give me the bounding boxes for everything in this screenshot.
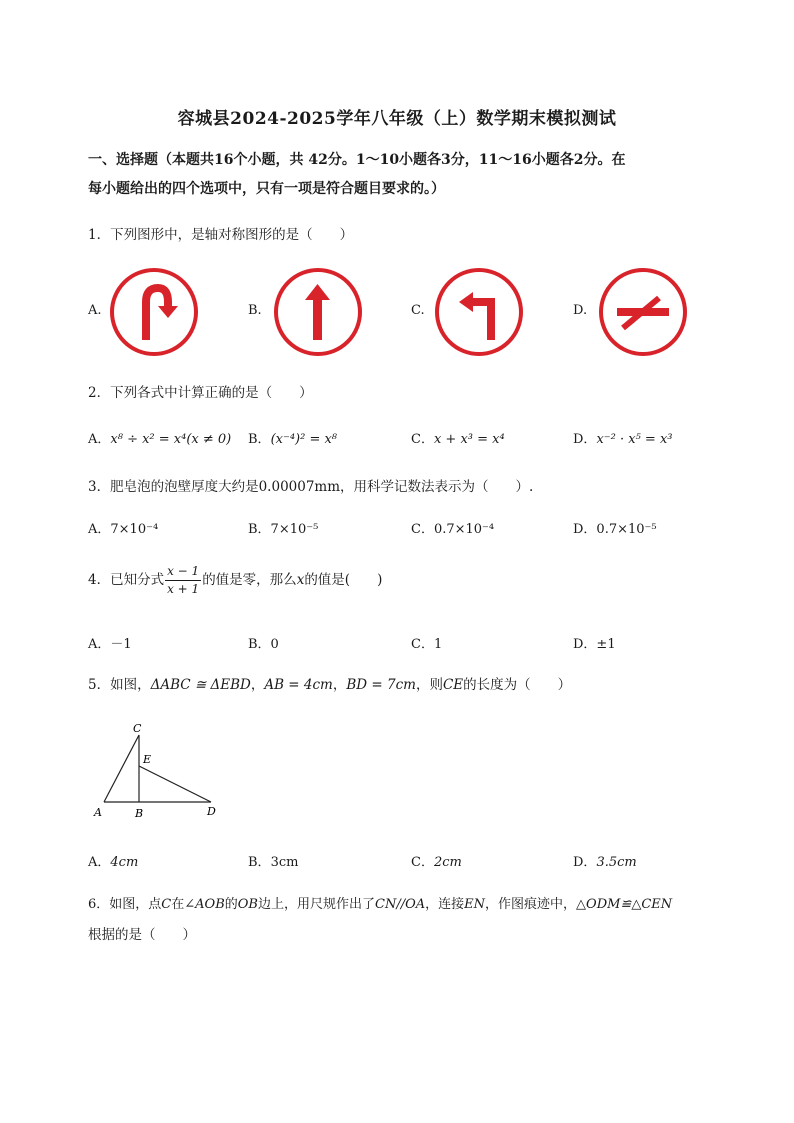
q4-option-b: B．0: [248, 637, 279, 652]
section-heading-line1: 一、选择题（本题共16个小题，共 42分。1～10小题各3分，11～16小题各2分。在: [88, 152, 626, 168]
q6-line1-c: 边上，用尺规作出了: [257, 897, 375, 912]
q6-line1-pre: 6．如图，点: [88, 897, 162, 912]
u-turn-sign-icon: [108, 266, 200, 358]
q5-bd: BD = 7cm: [346, 677, 416, 693]
q5-option-b-value: 3cm: [270, 855, 299, 870]
q5-option-c-label: C．: [411, 855, 434, 870]
q5-option-b: [248, 851, 298, 870]
q5-option-b-label: B．: [248, 855, 271, 870]
q2-option-d-math: x⁻² · x⁵ = x³: [596, 432, 673, 447]
q4-option-a: A．－1: [88, 637, 132, 652]
q4-numerator: x − 1: [165, 563, 201, 581]
q5-ab: AB = 4cm: [264, 677, 333, 693]
q6-point-c: C: [161, 897, 172, 912]
q6-ob: OB: [237, 897, 258, 912]
q3-stem-pre: 3．肥皂泡的泡壁厚度大约是: [88, 479, 259, 495]
q5-stem-pre: 5．如图，: [88, 677, 151, 693]
q4-stem-pre: 4．已知分式: [88, 572, 165, 588]
left-turn-sign-icon: [433, 266, 525, 358]
question-4-stem: [88, 563, 382, 598]
question-2-stem: 2．下列各式中计算正确的是（ ）: [88, 385, 313, 401]
q5-sep1: ，: [250, 677, 265, 693]
q1-option-d-label: D.: [573, 303, 588, 318]
q4-stem-mid: 的值是零，那么: [202, 572, 297, 588]
label-d: D: [207, 805, 216, 818]
q6-congruence: △ODM≌△CEN: [576, 897, 673, 912]
q4-denominator: x + 1: [167, 582, 200, 596]
q4-stem-post: 的值是( ): [304, 572, 383, 588]
q3-option-a: A．7×10⁻⁴: [88, 522, 159, 537]
q5-option-d-label: D．: [573, 855, 597, 870]
q5-option-a: [88, 851, 138, 870]
q2-option-b-math: (x⁻⁴)² = x⁸: [270, 432, 338, 447]
q1-option-c-label: C.: [411, 303, 425, 318]
question-1-stem: 1．下列图形中，是轴对称图形的是（ ）: [88, 227, 354, 243]
label-c: C: [133, 722, 142, 735]
q2-option-d-label: D．: [573, 432, 597, 447]
q5-option-c: [411, 851, 462, 870]
q2-option-c-label: C．: [411, 432, 434, 447]
q5-congruence: ΔABC ≅ ΔEBD: [150, 677, 251, 693]
q6-en: EN: [464, 897, 486, 912]
q4-option-c: C．1: [411, 637, 443, 652]
q2-option-a: [88, 428, 231, 447]
label-e: E: [143, 753, 152, 766]
segment-ed: [139, 766, 211, 802]
segment-ac: [104, 735, 139, 802]
q2-option-a-label: A．: [88, 432, 111, 447]
label-b: B: [135, 807, 144, 820]
q4-variable: x: [296, 572, 305, 588]
q2-option-c-math: x + x³ = x⁴: [433, 432, 505, 447]
q5-option-a-value: 4cm: [110, 855, 139, 870]
q4-option-d: D．±1: [573, 637, 616, 652]
q3-option-c: C．0.7×10⁻⁴: [411, 522, 495, 537]
question-5-stem: [88, 673, 571, 693]
q3-stem-post: ，用科学记数法表示为（ ）.: [340, 479, 534, 495]
q6-line1-e: ，作图痕迹中，: [485, 897, 577, 912]
straight-arrow-sign-icon: [272, 266, 364, 358]
q1-option-b-label: B.: [248, 303, 262, 318]
q5-option-c-value: 2cm: [433, 855, 462, 870]
no-parking-sign-icon: [597, 266, 689, 358]
q2-option-d: [573, 428, 672, 447]
q5-option-d-value: 3.5cm: [596, 855, 637, 870]
q2-option-a-math: x⁸ ÷ x² = x⁴(x ≠ 0): [110, 432, 232, 447]
q6-line1-b: 的: [224, 897, 238, 912]
triangle-figure: [90, 722, 230, 822]
q2-option-c: [411, 428, 505, 447]
q5-ce: CE: [442, 677, 464, 693]
section-heading: [88, 146, 718, 204]
q5-stem-mid: ，则: [415, 677, 443, 693]
question-3-stem: [88, 475, 533, 495]
q5-option-d: [573, 851, 637, 870]
q3-option-d: D．0.7×10⁻⁵: [573, 522, 657, 537]
page-title: 容城县2024-2025学年八年级（上）数学期末模拟测试: [177, 109, 617, 129]
q6-parallel: CN//OA: [375, 897, 426, 912]
label-a: A: [94, 806, 102, 819]
q1-option-a-label: A.: [88, 303, 102, 318]
q5-stem-post: 的长度为（ ）: [463, 677, 572, 693]
q2-option-b-label: B．: [248, 432, 271, 447]
section-heading-line2: 每小题给出的四个选项中，只有一项是符合题目要求的。）: [88, 181, 445, 197]
q6-angle: ∠AOB: [184, 897, 225, 912]
q3-value: 0.00007mm: [258, 479, 341, 495]
q3-option-b: B．7×10⁻⁵: [248, 522, 319, 537]
q5-option-a-label: A．: [88, 855, 111, 870]
q2-option-b: [248, 428, 337, 447]
question-6-line2: 根据的是（ ）: [88, 927, 196, 943]
q6-line1-d: ，连接: [425, 897, 465, 912]
q6-line1-a: 在: [171, 897, 185, 912]
q4-fraction: [165, 563, 201, 598]
question-6-line1: [88, 893, 672, 912]
q5-sep2: ，: [332, 677, 347, 693]
